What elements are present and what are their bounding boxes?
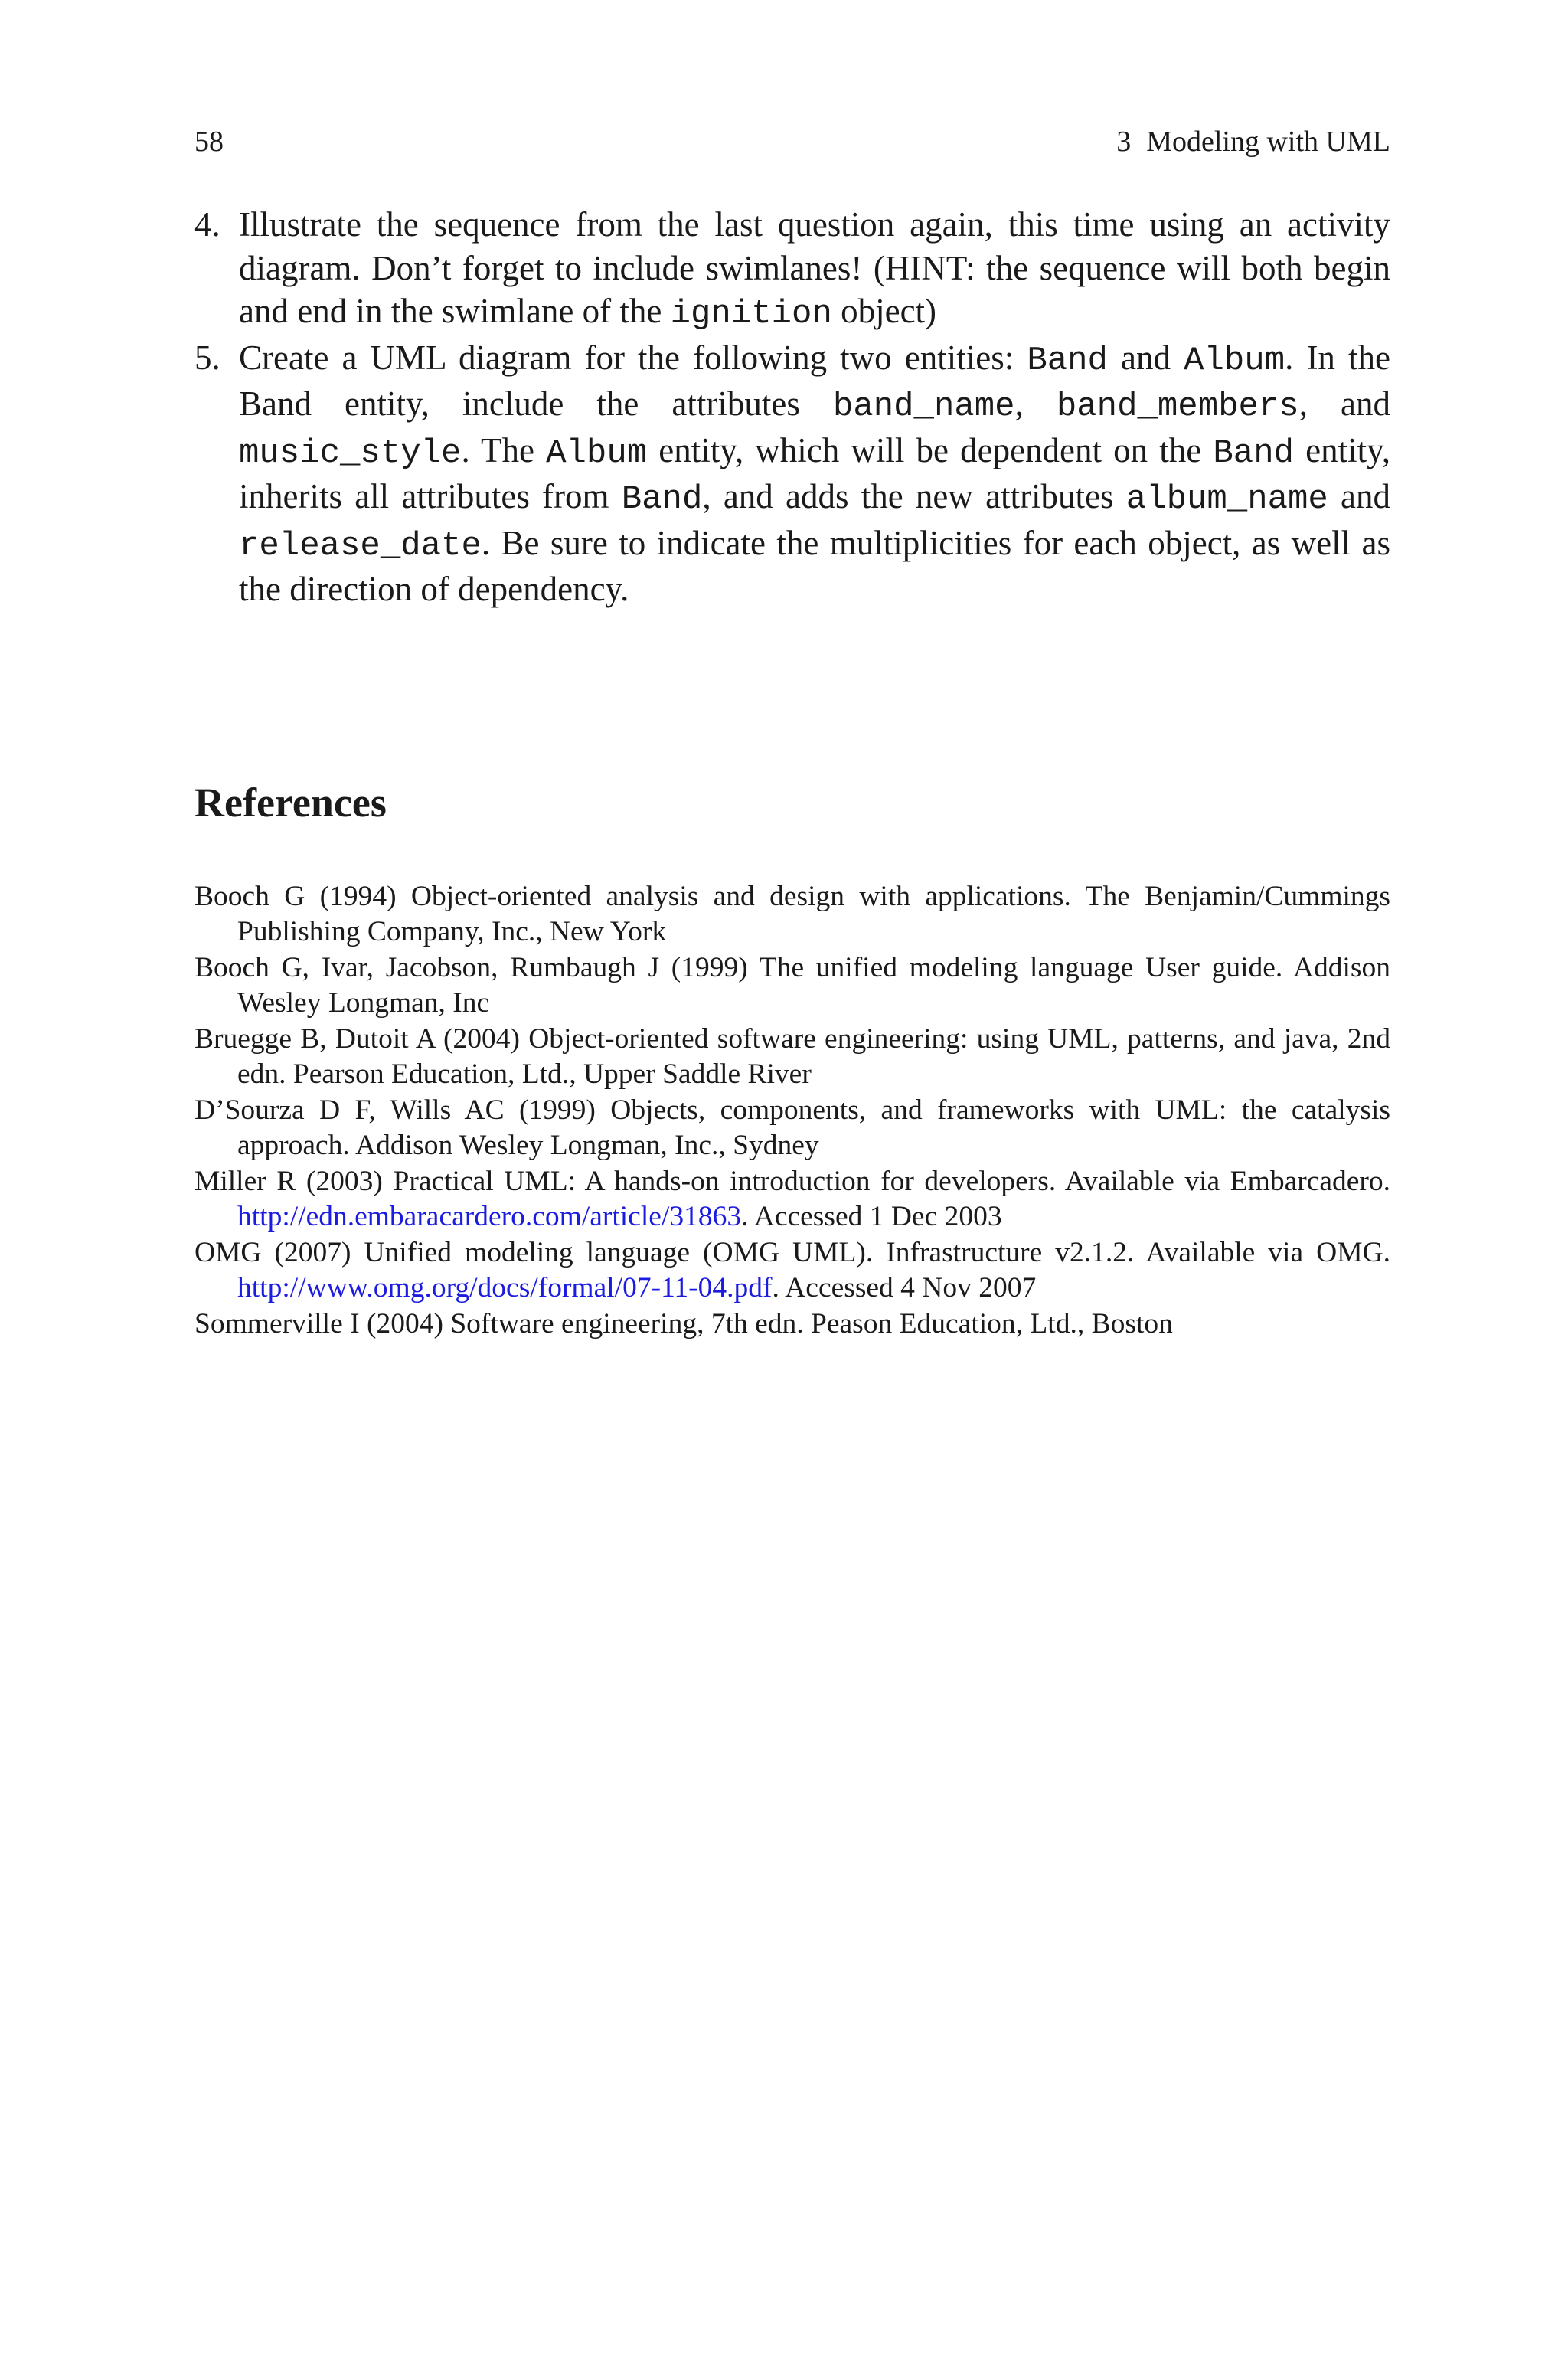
code-term: ignition bbox=[670, 295, 832, 333]
reference-text: . Accessed 1 Dec 2003 bbox=[741, 1201, 1002, 1232]
exercise-number: 5. bbox=[194, 338, 220, 377]
reference-item bbox=[194, 950, 1390, 1022]
exercise-text: Illustrate the sequence from the last question again, this time using an activity diagram. Don’t forget to include swimlanes! (HINT: the sequence will both begin and end in the swimlane of the bbox=[239, 205, 1390, 330]
chapter-number: 3 bbox=[1116, 126, 1132, 158]
exercise-number: 4. bbox=[194, 205, 220, 244]
reference-item bbox=[194, 1022, 1390, 1093]
exercise-text: entity, inherits all attributes from bbox=[239, 430, 1390, 515]
code-term: Band bbox=[621, 480, 703, 518]
reference-text: Sommerville I (2004) Software engineering, 7th edn. Peason Education, Ltd., Boston bbox=[194, 1307, 1173, 1339]
reference-item bbox=[194, 1235, 1390, 1307]
exercise-text: , and bbox=[1298, 384, 1390, 423]
exercise-text: Create a UML diagram for the following two entities: bbox=[239, 338, 1027, 377]
reference-text: OMG (2007) Unified modeling language (OMG UML). Infrastructure v2.1.2. Available via OMG. bbox=[194, 1236, 1390, 1268]
exercise-text: and bbox=[1328, 477, 1390, 515]
reference-text: Miller R (2003) Practical UML: A hands-on introduction for developers. Available via Embarcadero. bbox=[194, 1165, 1390, 1197]
reference-link-omg[interactable]: http://www.omg.org/docs/formal/07-11-04.pdf bbox=[237, 1272, 773, 1303]
reference-text: D’Sourza D F, Wills AC (1999) Objects, components, and frameworks with UML: the catalysis approach. Addison Wesley Longman, Inc., Sydney bbox=[194, 1094, 1390, 1161]
code-term: band_members bbox=[1056, 388, 1299, 426]
exercise-text: . The bbox=[461, 430, 547, 469]
chapter-heading bbox=[1116, 123, 1390, 161]
code-term: Album bbox=[1184, 341, 1285, 380]
reference-link-embarcadero[interactable]: http://edn.embaracardero.com/article/31863 bbox=[237, 1201, 742, 1232]
reference-text: Booch G (1994) Object-oriented analysis and design with applications. The Benjamin/Cummings Publishing Company, Inc., New York bbox=[194, 880, 1390, 947]
exercise-item bbox=[194, 203, 1390, 336]
code-term: band_name bbox=[832, 388, 1015, 426]
code-term: release_date bbox=[239, 526, 482, 565]
exercise-text: . In the Band entity, include the attributes bbox=[239, 338, 1390, 423]
reference-item bbox=[194, 1093, 1390, 1164]
references-heading: References bbox=[194, 779, 387, 826]
reference-text: Bruegge B, Dutoit A (2004) Object-oriented software engineering: using UML, patterns, and java, 2nd edn. Pearson Education, Ltd., Upper Saddle River bbox=[194, 1022, 1390, 1090]
reference-text: Booch G, Ivar, Jacobson, Rumbaugh J (1999) The unified modeling language User guide. Addison Wesley Longman, Inc bbox=[194, 951, 1390, 1019]
chapter-title: Modeling with UML bbox=[1146, 126, 1390, 158]
code-term: album_name bbox=[1125, 480, 1328, 518]
exercise-text: . Be sure to indicate the multiplicities for each object, as well as the direction of dependency. bbox=[239, 523, 1390, 608]
exercise-list bbox=[194, 203, 1390, 611]
page bbox=[194, 123, 1390, 1342]
code-term: Band bbox=[1027, 341, 1108, 380]
reference-item bbox=[194, 1164, 1390, 1235]
reference-text: . Accessed 4 Nov 2007 bbox=[772, 1272, 1037, 1303]
code-term: Band bbox=[1213, 433, 1295, 473]
code-term: Album bbox=[546, 433, 648, 473]
exercise-text: entity, which will be dependent on the bbox=[647, 430, 1214, 469]
code-term: music_style bbox=[239, 433, 462, 473]
running-head bbox=[194, 123, 1390, 161]
exercise-text: , bbox=[1014, 384, 1057, 423]
exercise-text: object) bbox=[831, 292, 937, 330]
exercise-item bbox=[194, 336, 1390, 611]
exercise-text: and bbox=[1107, 338, 1184, 377]
exercise-text: , and adds the new attributes bbox=[702, 477, 1126, 515]
reference-list bbox=[194, 879, 1390, 1343]
reference-item bbox=[194, 879, 1390, 950]
reference-item bbox=[194, 1307, 1390, 1343]
page-number: 58 bbox=[194, 126, 224, 158]
